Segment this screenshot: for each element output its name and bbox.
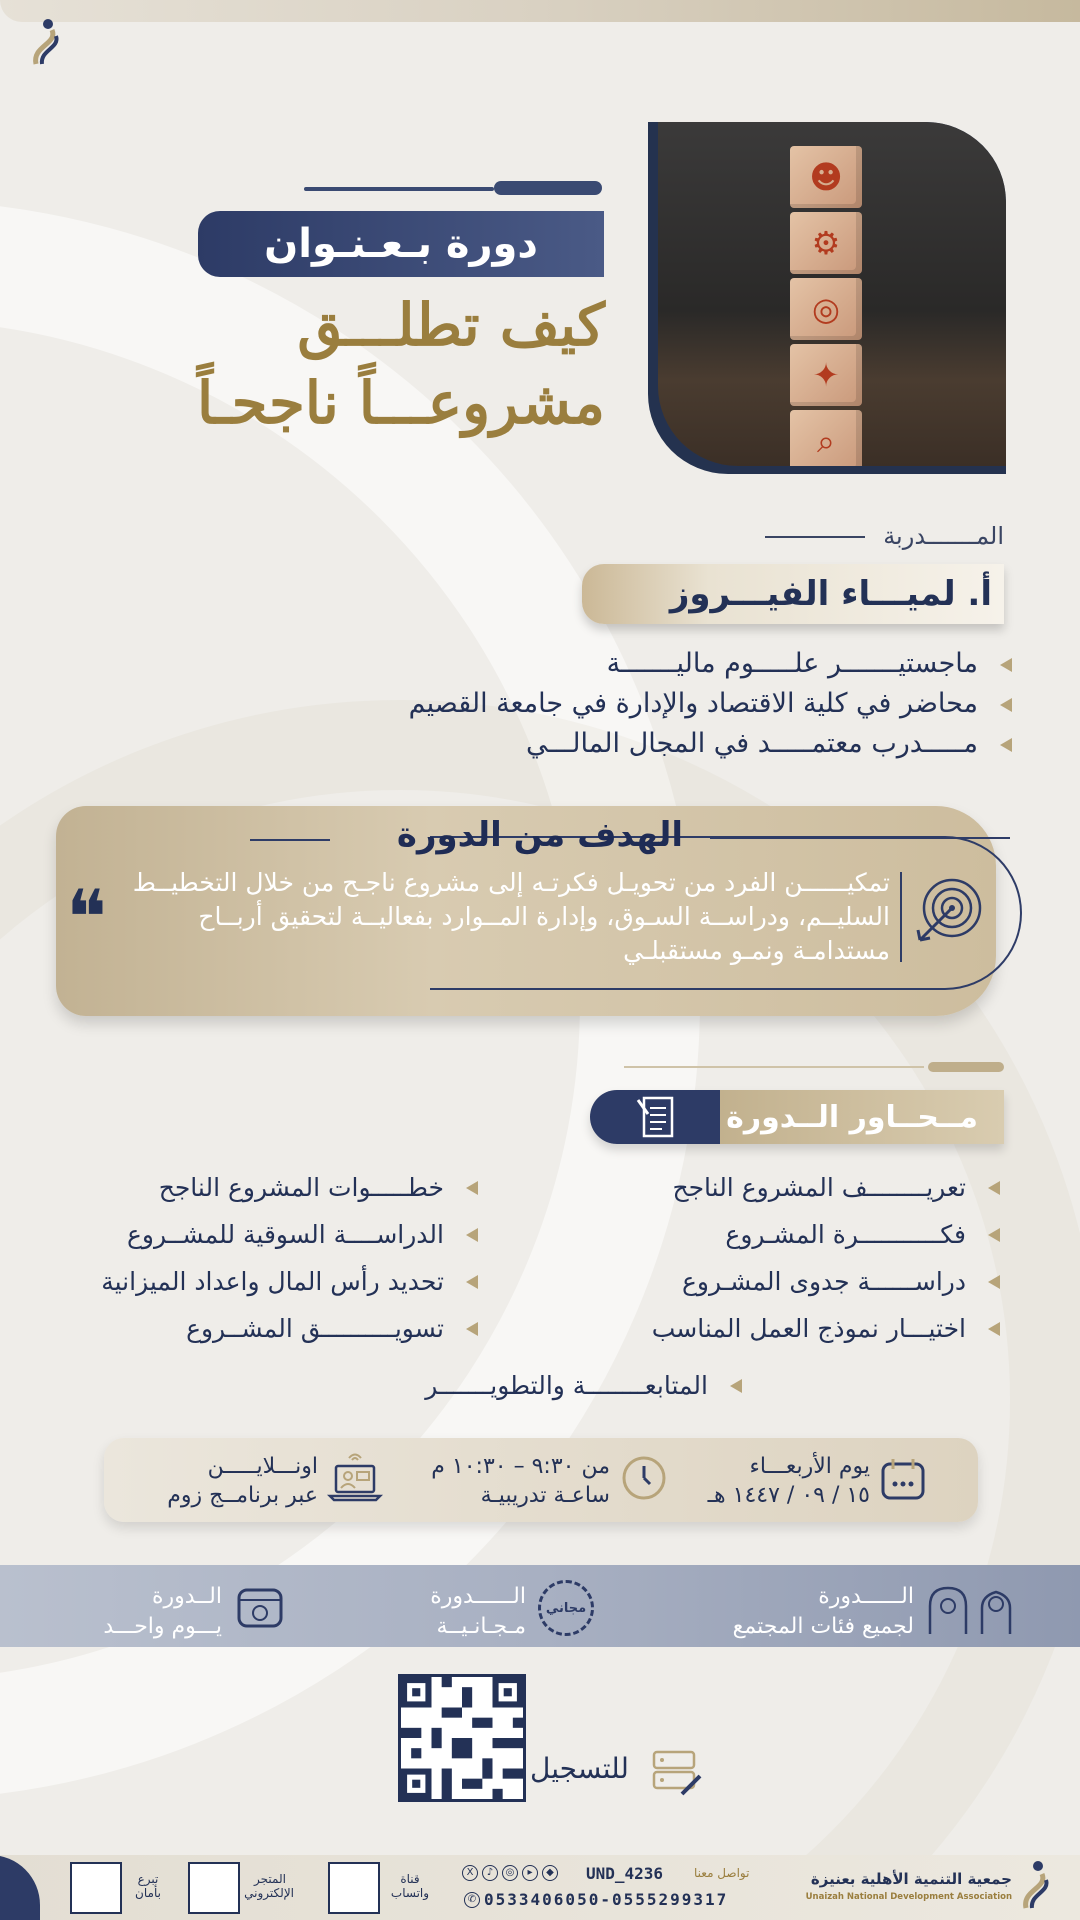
contact-label: تواصل معنا [694, 1866, 750, 1880]
social-icons [462, 1865, 582, 1883]
schedule-mode [150, 1452, 318, 1510]
bullet-icon [1000, 698, 1012, 712]
axis-item [600, 1305, 1004, 1352]
qualifications-list [320, 644, 1030, 764]
org-name-en: Unaizah National Development Association [805, 1892, 1012, 1902]
axis-text: تعريــــــــف المشروع الناجح [672, 1173, 966, 1202]
course-title-line1: كيف تطلـــق [297, 291, 605, 359]
platform-text: عبر برنامــج زوم [167, 1483, 318, 1508]
audience-feature [690, 1582, 914, 1642]
axes-title: مــحــاور الــدورة [720, 1090, 1004, 1144]
decorative-pill [494, 181, 602, 195]
registration-qr-code[interactable] [398, 1674, 526, 1802]
logo-icon [28, 16, 64, 66]
bullet-icon [1000, 738, 1012, 752]
whatsapp-icon: ✆ [464, 1892, 480, 1908]
axis-text: تحديد رأس المال واعداد الميزانية [101, 1267, 444, 1296]
bullet-icon [466, 1275, 478, 1289]
checklist-icon [636, 1094, 680, 1140]
lightbulb-icon: ✦ [790, 344, 862, 406]
axis-text: فكـــــــــــرة المشـروع [725, 1220, 966, 1249]
axis-item [66, 1164, 482, 1211]
feature-label: الــــــدورة [818, 1584, 914, 1609]
caption-line [765, 536, 865, 538]
axis-text: خطـــــوات المشروع الناجح [158, 1173, 444, 1202]
bullet-icon [988, 1275, 1000, 1289]
qualification-text: ماجستيـــــــر علـــــوم ماليـــــــة [606, 648, 978, 679]
decorative-line [624, 1066, 924, 1068]
gears-icon: ⚙ [790, 212, 862, 274]
cubes-photo [648, 122, 1006, 474]
axis-text: اختيـــار نموذج العمل المناسب [651, 1314, 966, 1343]
feature-value: يـــوم واحـــد [103, 1614, 222, 1639]
axis-item [66, 1258, 482, 1305]
axis-item [600, 1211, 1004, 1258]
feature-label: الــــــدورة [430, 1584, 526, 1609]
axis-item [270, 1362, 746, 1409]
laptop-icon [326, 1452, 384, 1504]
feature-label: الــدورة [151, 1584, 222, 1609]
course-title [110, 286, 605, 442]
snapchat-icon[interactable]: ◆ [542, 1865, 558, 1881]
axis-item [600, 1258, 1004, 1305]
duration-feature [70, 1582, 222, 1642]
whatsapp-channel-label: قناة واتساب [390, 1872, 430, 1900]
goal-title: الهدف من الدورة [396, 815, 684, 855]
calendar-icon [878, 1454, 928, 1504]
store-qr-code[interactable] [188, 1862, 240, 1914]
clock-icon [620, 1454, 668, 1502]
decorative-pill [928, 1062, 1004, 1072]
axis-text: المتابعــــــــة والتطويـــــــر [425, 1371, 708, 1400]
goal-text: تمكيــــــن الفرد من تحويـل فكرتـه إلى مشروع ناجـح من خلال التخطيــط السليــم، ودراســة السـوق، وإدارة المــوارد بفعاليــة لتحقيق أربــاح مستدامـة ونمـو مستقبلـي [132, 868, 890, 965]
day-text: يوم الأربعـــاء [749, 1454, 870, 1479]
org-name-ar: جمعية التنمية الأهلية بعنيزة [810, 1870, 1012, 1888]
axis-item [66, 1305, 482, 1352]
qualification-item [320, 724, 1030, 764]
schedule-time [420, 1452, 610, 1510]
trainer-caption [600, 522, 1004, 550]
bullet-icon [730, 1379, 742, 1393]
bullet-icon [988, 1322, 1000, 1336]
trainer-name: أ. لميـــاء الفيـــروز [582, 564, 1004, 624]
registration-form-icon [650, 1748, 706, 1800]
course-title-line2: مشروعـــاً ناجحـاً [196, 369, 605, 437]
bullet-icon [988, 1181, 1000, 1195]
free-feature [380, 1582, 526, 1642]
top-bar [0, 0, 1080, 22]
axes-list-last [270, 1362, 746, 1409]
axis-text: دراســــــة جدوى المشـروع [682, 1267, 966, 1296]
bullet-icon [988, 1228, 1000, 1242]
leader-icon: ☻ [790, 146, 862, 208]
course-label: دورة بـعـنـوان [198, 211, 604, 277]
qualification-text: محاضر في كلية الاقتصاد والإدارة في جامعة القصيم [408, 688, 978, 719]
logo-icon [1020, 1858, 1052, 1910]
bullet-icon [466, 1322, 478, 1336]
social-handle: UND_4236 [586, 1864, 664, 1883]
schedule-day [700, 1452, 870, 1510]
store-label: المتجر الإلكتروني [244, 1872, 294, 1900]
qr-pattern [401, 1677, 523, 1799]
divider [900, 872, 902, 962]
axes-list-left [66, 1164, 482, 1352]
qualification-text: مـــــدرب معتمـــــد في المجال المالـــي [526, 728, 978, 759]
date-text: ١٥ / ٠٩ / ١٤٤٧ هـ [707, 1483, 870, 1508]
qualification-item [320, 684, 1030, 724]
time-text: من ٩:٣٠ – ١٠:٣٠ م [431, 1454, 610, 1479]
youtube-icon[interactable]: ▸ [522, 1865, 538, 1881]
people-icon [924, 1578, 1016, 1636]
qualification-item [320, 644, 1030, 684]
phone-numbers: 0533406050-0555299317 [484, 1890, 729, 1909]
bullet-icon [466, 1181, 478, 1195]
register-label: للتسجيل [530, 1752, 629, 1785]
magnifier-icon: ⌕ [790, 410, 862, 466]
trainer-caption-text: المـــــــدربة [883, 522, 1004, 550]
donate-label: تبرع بأمان [135, 1872, 161, 1900]
axis-item [66, 1211, 482, 1258]
decorative-line [304, 187, 494, 191]
target-icon: ◎ [790, 278, 862, 340]
free-badge-icon: مجاني [538, 1580, 594, 1636]
donate-qr-code[interactable] [70, 1862, 122, 1914]
tiktok-icon[interactable]: ♪ [482, 1865, 498, 1881]
feature-value: مـجـانـيــة [436, 1614, 526, 1639]
x-icon[interactable]: X [462, 1865, 478, 1881]
feature-value: لجميع فئات المجتمع [732, 1614, 914, 1639]
axis-text: تسويــــــــــق المشــروع [186, 1314, 444, 1343]
axis-text: الدراســــة السوقية للمشــروع [126, 1220, 444, 1249]
instagram-icon[interactable]: ◎ [502, 1865, 518, 1881]
mode-text: اونـــلايـــــن [207, 1454, 318, 1479]
whatsapp-qr-code[interactable] [328, 1862, 380, 1914]
calendar-icon [234, 1580, 286, 1632]
axis-item [600, 1164, 1004, 1211]
bullet-icon [466, 1228, 478, 1242]
quote-icon: ❝ [66, 873, 107, 962]
target-icon [912, 876, 984, 948]
duration-text: ساعـة تدريبيـة [480, 1483, 610, 1508]
bullet-icon [1000, 658, 1012, 672]
axes-list-right [600, 1164, 1004, 1352]
